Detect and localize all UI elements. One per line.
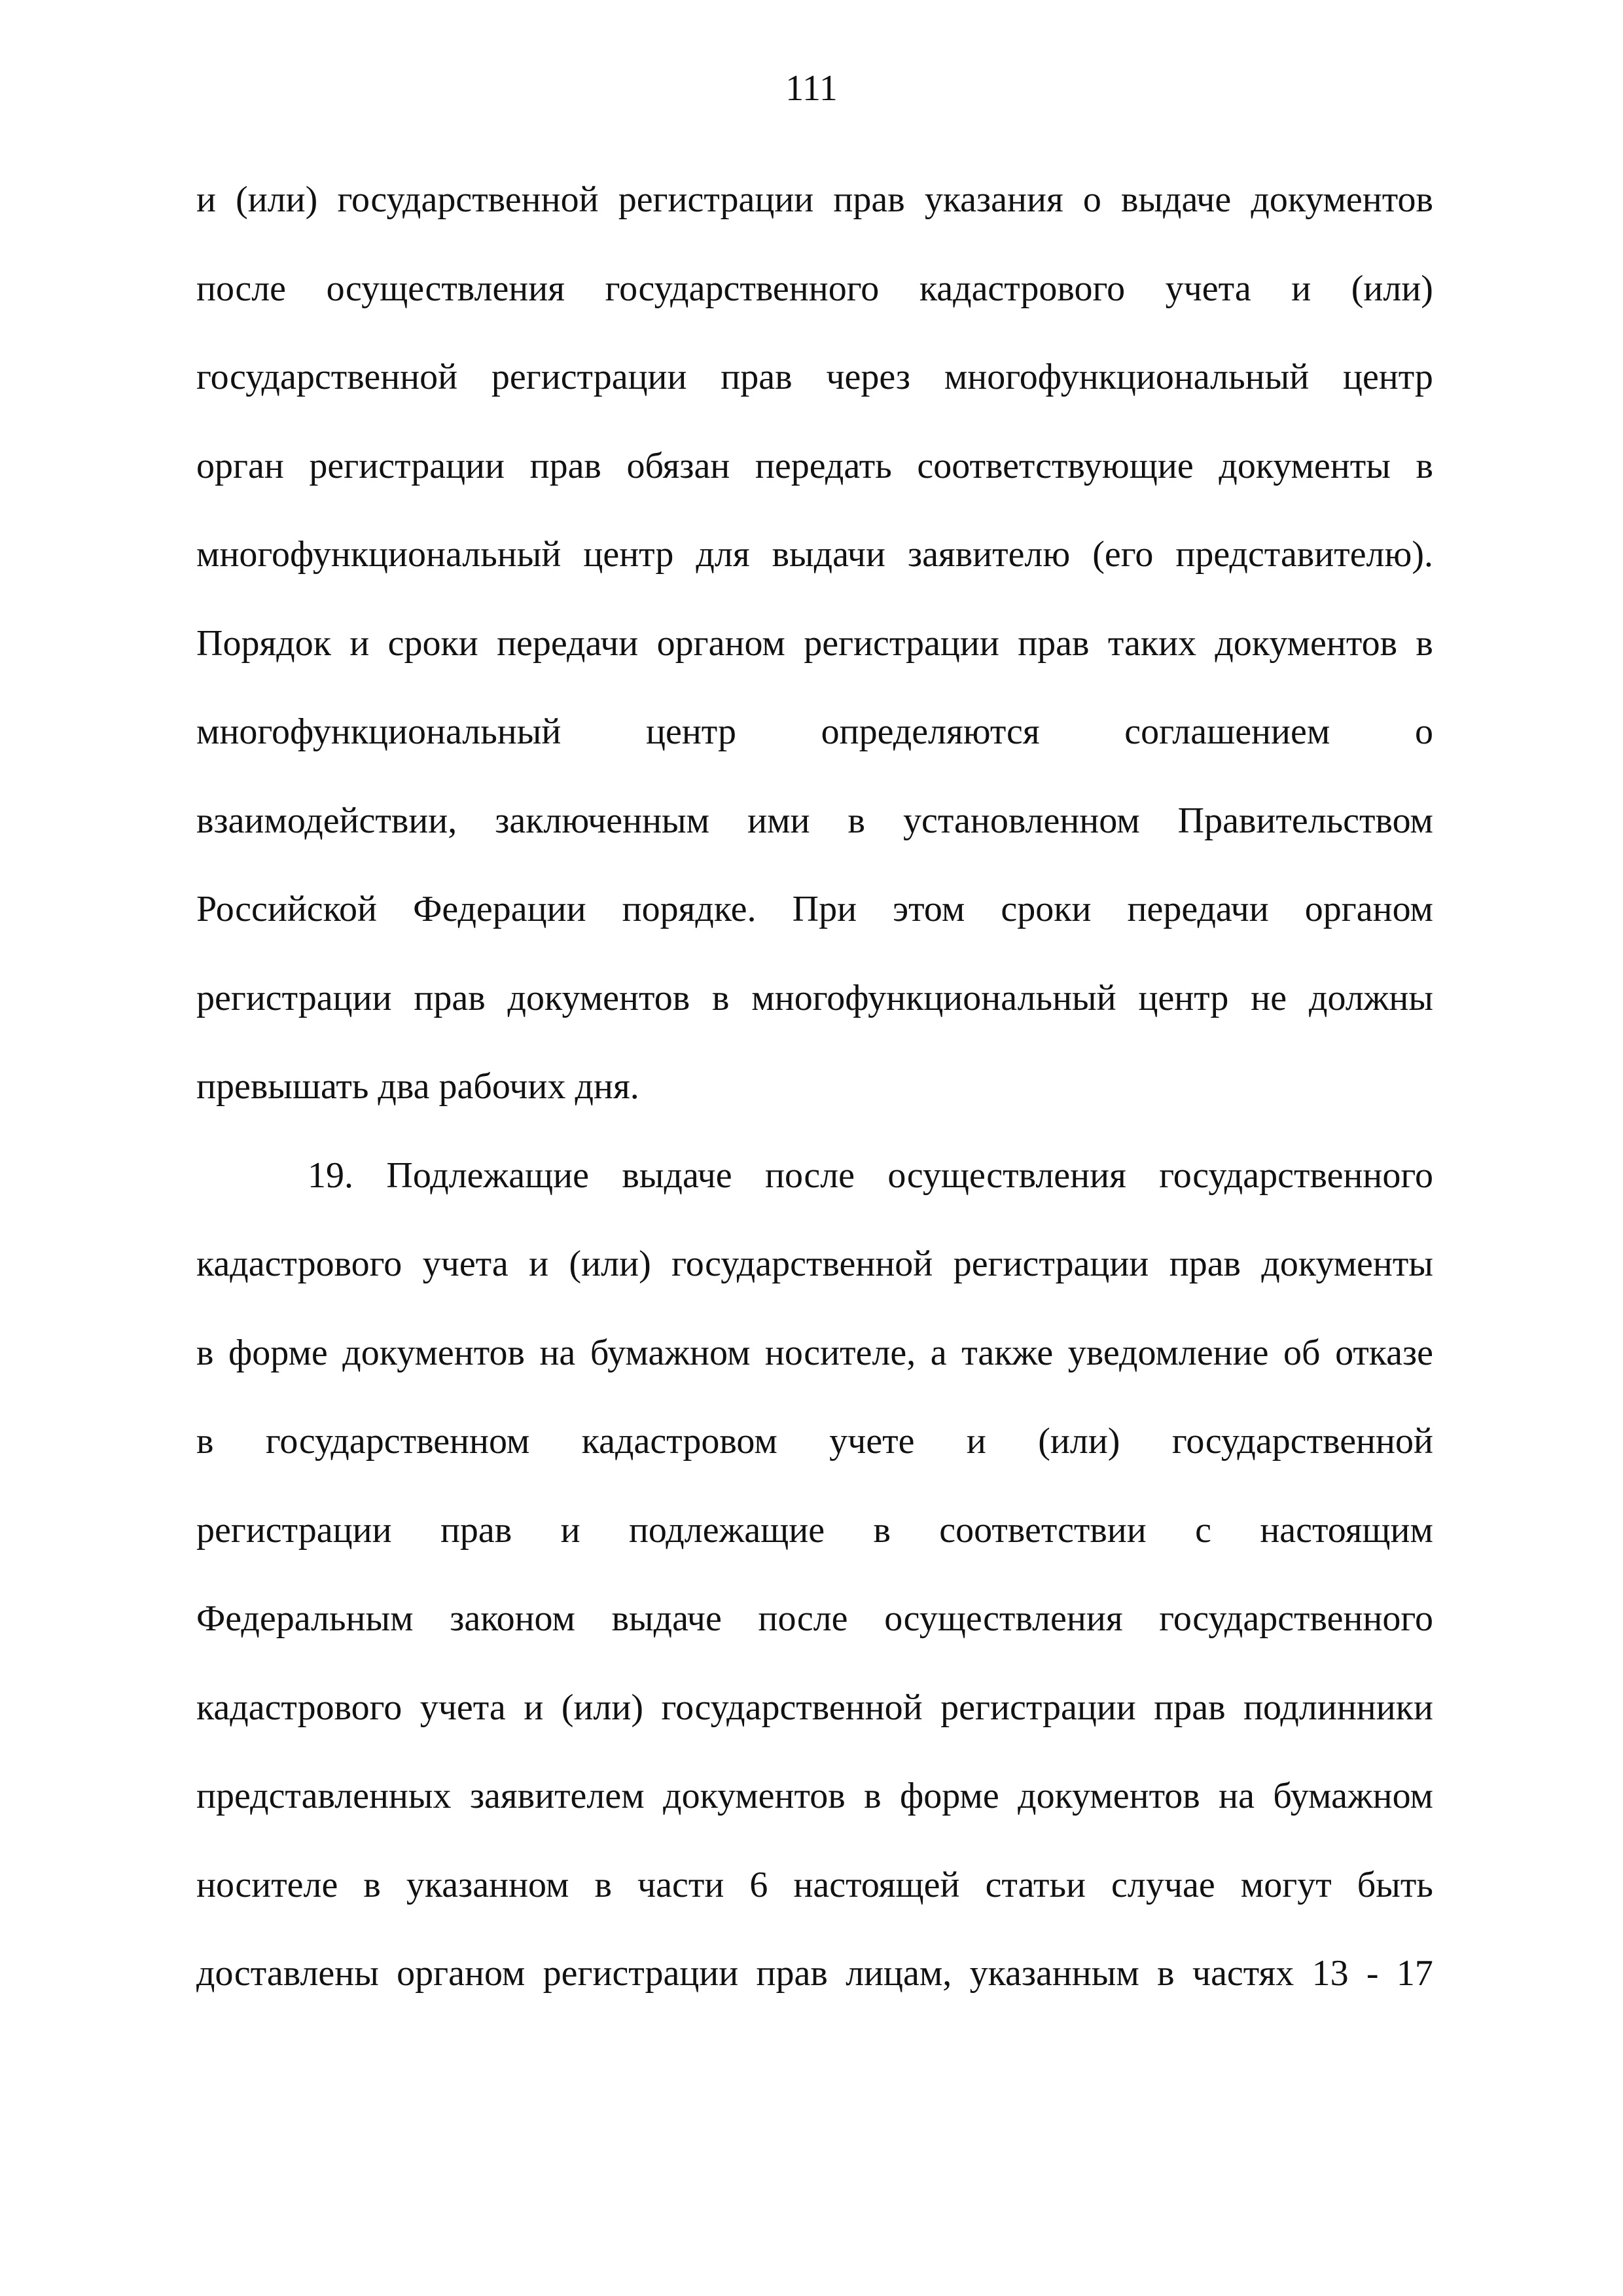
word: носителе, [764,1332,916,1373]
word: после [196,268,287,309]
word: в [847,800,865,841]
word: регистрации [491,357,687,397]
word: (или) [561,1687,643,1728]
word: Федеральным [196,1598,414,1639]
word: об [1283,1332,1321,1373]
text-line [196,1950,1433,2039]
word: регистрации [196,1509,392,1551]
word: Подлежащие [386,1155,590,1196]
word: случае [1111,1864,1215,1905]
text-line [196,1153,1433,1242]
word: регистрации [309,445,505,486]
word: заявителем [469,1776,645,1816]
word: регистрации [953,1244,1149,1284]
word: соглашением [1124,711,1330,752]
word: настоящей [793,1864,960,1905]
text-line [196,886,1433,975]
document-body [196,177,1433,2039]
word: государственного [605,268,880,309]
word: отказе [1335,1332,1433,1373]
word: прав [756,1953,828,1994]
word: статьи [985,1864,1086,1905]
word: обязан [626,445,730,486]
word: учете [829,1421,915,1462]
text-line [196,1862,1433,1951]
paragraph-19 [196,1153,1433,2039]
word: прав [1018,622,1090,664]
word: в [1157,1953,1175,1994]
word: многофункциональный [196,534,562,575]
word: должны [1308,977,1433,1018]
word: Федерации [413,889,586,929]
word: кадастровом [581,1421,777,1462]
text-line: превышать два рабочих дня. [196,1066,639,1107]
word: соответствии [939,1509,1147,1551]
word: о [1082,179,1101,220]
word: взаимодействии, [196,800,457,841]
word: (или) [1351,268,1433,309]
word: заключенным [495,800,710,841]
word: и [524,1687,544,1728]
word: ими [747,800,810,841]
text-line [196,266,1433,355]
text-line [196,620,1433,709]
word: органом [1304,889,1433,929]
word: передачи [1127,889,1269,929]
word: определяются [821,711,1040,752]
word: прав [721,357,793,397]
word: документов [1215,622,1398,664]
word: осуществления [326,268,565,309]
word: передачи [497,622,639,664]
word: для [696,534,750,575]
word: уведомление [1067,1332,1269,1373]
word: о [1414,711,1433,752]
word: форме [899,1776,999,1816]
word: государственной [337,179,599,220]
word: прав [529,445,601,486]
page-number: 111 [785,68,838,109]
text-line [196,1241,1433,1330]
word: соответствующие [917,445,1194,486]
word: бумажном [590,1332,751,1373]
word: органом [397,1953,526,1994]
text-line [196,354,1433,443]
word: после [758,1598,848,1639]
word: выдаче [1120,179,1232,220]
word: регистрации [940,1687,1136,1728]
word: государственном [265,1421,530,1462]
text-line [196,1596,1433,1685]
word: документов [1251,179,1433,220]
text-line [196,1507,1433,1596]
word: регистрации [804,622,999,664]
word: прав [414,977,486,1018]
text-line [196,531,1433,620]
word: на [539,1332,576,1373]
text-line [196,709,1433,798]
word: документов [507,977,690,1018]
word: регистрации [196,977,392,1018]
word: документов [342,1332,525,1373]
word: указанным [969,1953,1139,1994]
word: выдаче [622,1155,732,1196]
word: части [637,1864,724,1905]
word: после [765,1155,855,1196]
word: документов [663,1776,846,1816]
word: регистрации [543,1953,739,1994]
word: регистрации [618,179,814,220]
word: центр [1342,357,1433,397]
word: учета [1165,268,1251,309]
word: заявителю [907,534,1071,575]
word: (или) [236,179,318,220]
word: государственной [661,1687,923,1728]
word: прав [833,179,905,220]
word: центр [1138,977,1229,1018]
word: в [196,1421,214,1462]
word: осуществления [884,1598,1123,1639]
paragraph-1 [196,177,1433,1153]
word: документы [1219,445,1391,486]
word: осуществления [887,1155,1126,1196]
word: настоящим [1260,1509,1433,1551]
word: в [864,1776,882,1816]
word: не [1251,977,1287,1018]
word: государственной [196,357,458,397]
word: многофункциональный [944,357,1310,397]
word: центр [583,534,674,575]
word: государственного [1159,1598,1433,1639]
word: и [966,1421,986,1462]
word: в [711,977,730,1018]
word: 6 [749,1864,768,1905]
word: установленном [902,800,1140,841]
word: частях [1192,1953,1294,1994]
word: 19. [308,1155,353,1196]
word: в [1416,445,1433,486]
word: порядке. [622,889,757,929]
word: этом [893,889,965,929]
word: и [529,1244,549,1284]
word: в [196,1332,214,1373]
word: центр [646,711,736,752]
word: орган [196,445,284,486]
word: выдачи [772,534,885,575]
word: государственного [1159,1155,1433,1196]
text-line [196,177,1433,266]
word: учета [422,1244,508,1284]
word: представленных [196,1776,452,1816]
word: 17 [1396,1953,1433,1994]
word: лицам, [846,1953,952,1994]
word: учета [419,1687,506,1728]
text-line [196,1418,1433,1507]
word: указанном [406,1864,569,1905]
word: и [560,1509,580,1551]
text-line [196,1330,1433,1419]
word: прав [440,1509,512,1551]
word: передать [755,445,892,486]
word: При [792,889,857,929]
word: многофункциональный [196,711,562,752]
word: и [196,179,216,220]
word: быть [1357,1864,1433,1905]
word: указания [924,179,1063,220]
text-line [196,1773,1433,1862]
word: и [1291,268,1311,309]
word: (или) [1038,1421,1120,1462]
word: через [826,357,911,397]
word: документы [1261,1244,1433,1284]
word: носителе [196,1864,338,1905]
word: форме [228,1332,328,1373]
word: подлинники [1243,1687,1433,1728]
word: 13 [1311,1953,1349,1994]
word: могут [1240,1864,1332,1905]
word: законом [450,1598,575,1639]
word: представителю). [1175,534,1433,575]
word: кадастрового [196,1244,402,1284]
word: (его [1092,534,1154,575]
word: сроки [387,622,478,664]
word: сроки [1001,889,1092,929]
word: Порядок [196,622,331,664]
word: кадастрового [919,268,1126,309]
text-line [196,975,1433,1064]
word: бумажном [1273,1776,1433,1816]
text-line [196,443,1433,532]
word: прав [1154,1687,1226,1728]
word: таких [1107,622,1197,664]
text-line [196,798,1433,887]
word: а [930,1332,947,1373]
word: прав [1169,1244,1241,1284]
word: также [961,1332,1054,1373]
word: в [1416,622,1433,664]
word: подлежащие [628,1509,825,1551]
word: и [349,622,370,664]
word: выдаче [611,1598,722,1639]
word: - [1366,1953,1379,1994]
word: кадастрового [196,1687,402,1728]
word: многофункциональный [751,977,1116,1018]
word: Российской [196,889,377,929]
word: в [873,1509,891,1551]
word: государственной [671,1244,933,1284]
word: (или) [569,1244,651,1284]
word: на [1219,1776,1255,1816]
word: в [363,1864,381,1905]
word: доставлены [196,1953,379,1994]
text-line [196,1685,1433,1774]
word: документов [1018,1776,1200,1816]
word: государственной [1171,1421,1433,1462]
word: Правительством [1177,800,1433,841]
word: с [1195,1509,1211,1551]
word: органом [656,622,785,664]
word: в [594,1864,612,1905]
